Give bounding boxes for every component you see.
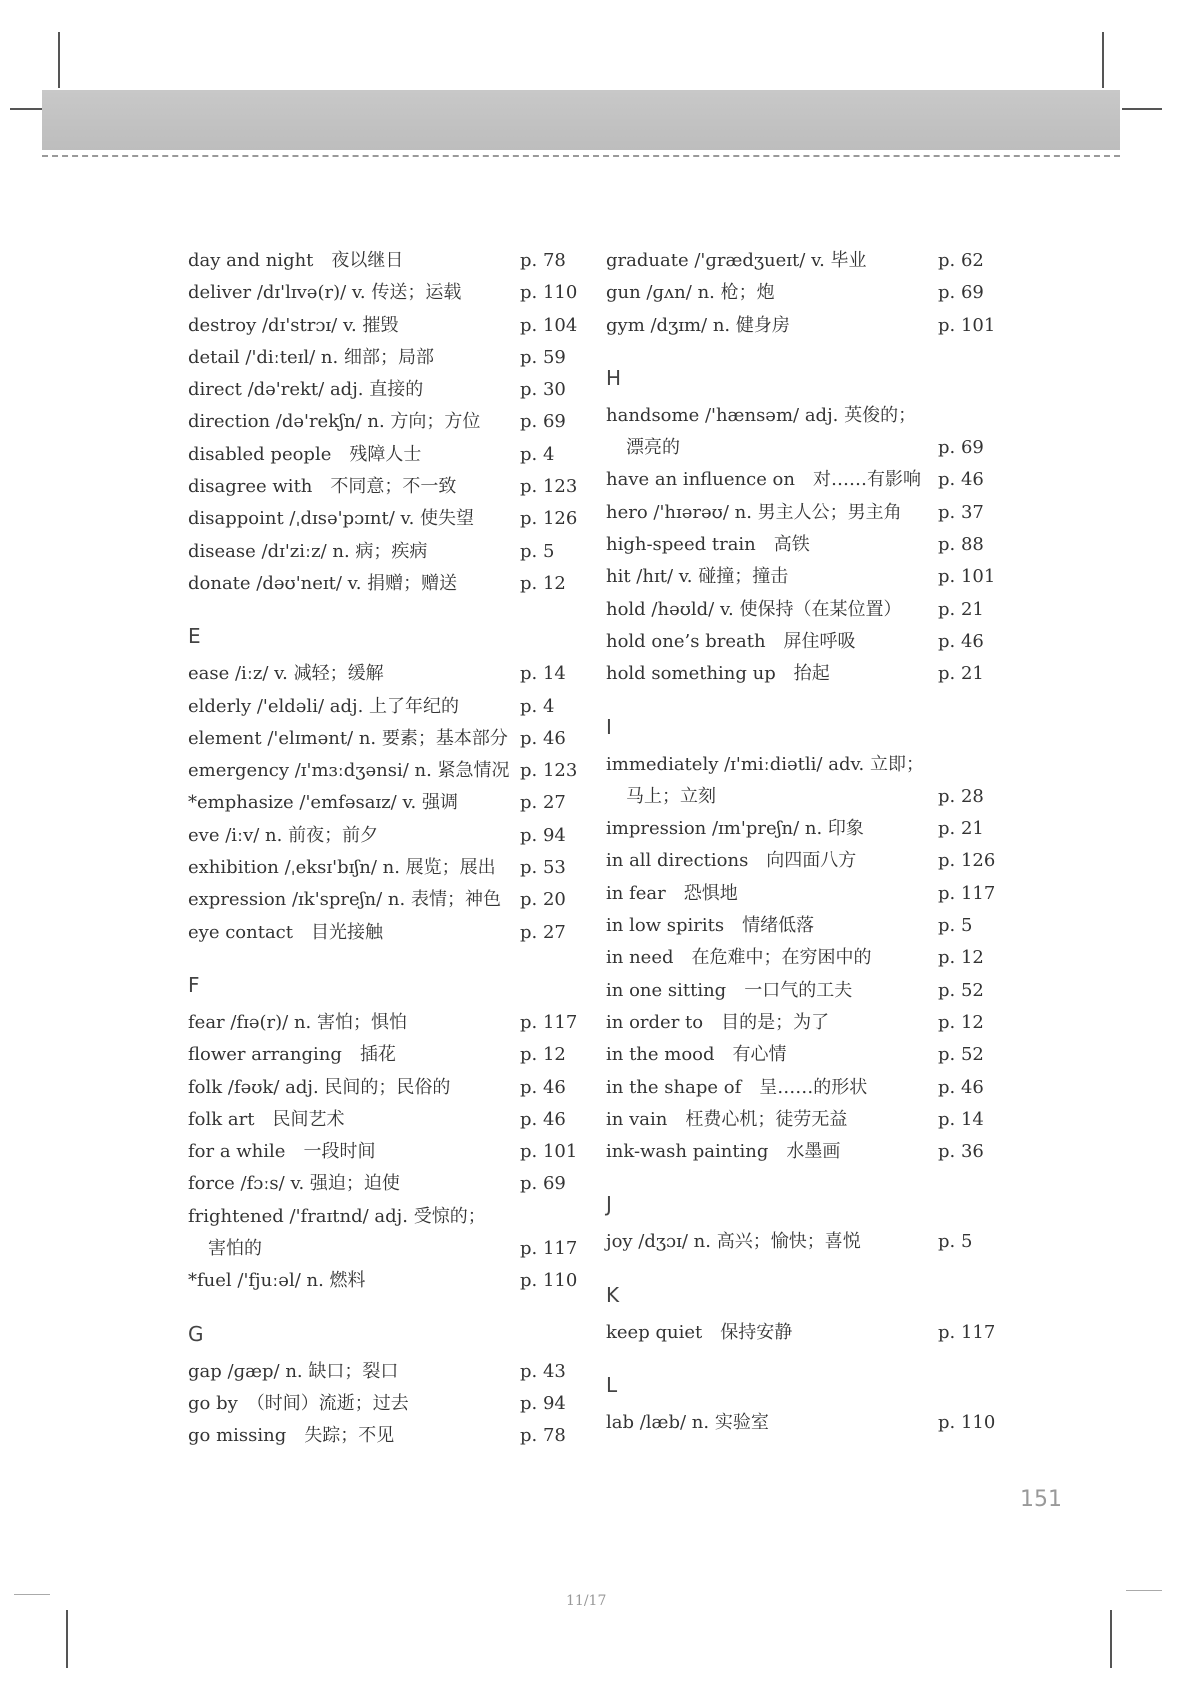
entry-text: folk /fəʊk/ adj. 民间的；民俗的	[188, 1076, 451, 1098]
entry-text: in vain 枉费心机；徒劳无益	[606, 1108, 848, 1130]
crop-mark-right-horizontal	[1122, 108, 1162, 110]
entry-page-ref: p. 52	[938, 1044, 984, 1066]
glossary-entry	[606, 658, 996, 690]
entry-page-ref: p. 46	[520, 1108, 566, 1130]
entry-page-ref: p. 101	[938, 566, 996, 588]
entry-page-ref: p. 12	[520, 1044, 566, 1066]
entry-page-ref: p. 5	[938, 1231, 973, 1253]
entry-text: go missing 失踪；不见	[188, 1425, 395, 1447]
crop-mark-bottom-left-horizontal	[14, 1594, 50, 1595]
header-band	[42, 90, 1120, 150]
entry-page-ref: p. 5	[938, 915, 973, 937]
pdf-page-counter: 11/17	[566, 1593, 607, 1609]
glossary-entry	[606, 1317, 996, 1349]
glossary-entry	[606, 1072, 996, 1104]
glossary-entry	[188, 1104, 578, 1136]
entry-page-ref: p. 104	[520, 314, 578, 336]
entry-text: hold /həʊld/ v. 使保持（在某位置）	[606, 598, 902, 620]
glossary-entry	[188, 310, 578, 342]
glossary-entry	[606, 529, 996, 561]
glossary-entry	[606, 942, 996, 974]
glossary-column-right	[606, 245, 996, 1439]
entry-text: deliver /dɪ'lɪvə(r)/ v. 传送；运载	[188, 282, 462, 304]
glossary-entry	[606, 245, 996, 277]
glossary-entry	[606, 400, 996, 465]
entry-text: flower arranging 插花	[188, 1044, 396, 1066]
glossary-entry	[606, 497, 996, 529]
entry-text: folk art 民间艺术	[188, 1108, 345, 1130]
glossary-entry	[606, 910, 996, 942]
entry-text: immediately /ɪ'miːdiətli/ adv. 立即；	[606, 753, 924, 775]
entry-text: go by （时间）流逝；过去	[188, 1392, 409, 1414]
entry-text: *emphasize /'emfəsaɪz/ v. 强调	[188, 792, 458, 814]
entry-text: force /fɔːs/ v. 强迫；迫使	[188, 1173, 400, 1195]
entry-text: detail /'diːteɪl/ n. 细部；局部	[188, 346, 434, 368]
glossary-entry	[606, 749, 996, 814]
entry-text: in need 在危难中；在穷困中的	[606, 947, 872, 969]
glossary-entry	[188, 658, 578, 690]
entry-page-ref: p. 21	[938, 818, 984, 840]
entry-text: in all directions 向四面八方	[606, 850, 857, 872]
entry-text-continued: 害怕的	[208, 1238, 262, 1260]
entry-page-ref: p. 43	[520, 1360, 566, 1382]
entry-page-ref: p. 5	[520, 540, 555, 562]
glossary-entry	[188, 691, 578, 723]
entry-page-ref: p. 53	[520, 857, 566, 879]
entry-page-ref: p. 69	[938, 282, 984, 304]
entry-page-ref: p. 101	[938, 314, 996, 336]
glossary-entry	[606, 878, 996, 910]
glossary-entry	[188, 245, 578, 277]
entry-page-ref: p. 69	[520, 1173, 566, 1195]
entry-page-ref: p. 101	[520, 1141, 578, 1163]
entry-page-ref: p. 46	[520, 1076, 566, 1098]
entry-text: hit /hɪt/ v. 碰撞；撞击	[606, 566, 789, 588]
entry-text: gym /dʒɪm/ n. 健身房	[606, 314, 790, 336]
entry-text: joy /dʒɔɪ/ n. 高兴；愉快；喜悦	[606, 1231, 861, 1253]
entry-page-ref: p. 14	[520, 663, 566, 685]
entry-text: disease /dɪ'ziːz/ n. 病；疾病	[188, 540, 428, 562]
glossary-column-left	[188, 245, 578, 1453]
entry-page-ref: p. 117	[520, 1011, 578, 1033]
entry-text: hold one’s breath 屏住呼吸	[606, 630, 856, 652]
glossary-entry	[188, 1420, 578, 1452]
entry-text: ink-wash painting 水墨画	[606, 1141, 841, 1163]
entry-text: elderly /'eldəli/ adj. 上了年纪的	[188, 695, 460, 717]
section-letter: L	[606, 1373, 618, 1398]
page-number: 151	[1020, 1487, 1062, 1512]
entry-page-ref: p. 126	[520, 508, 578, 530]
glossary-entry	[606, 1136, 996, 1168]
entry-text: emergency /ɪ'mɜːdʒənsi/ n. 紧急情况	[188, 760, 510, 782]
entry-page-ref: p. 27	[520, 921, 566, 943]
glossary-entry	[188, 1265, 578, 1297]
glossary-entry	[606, 1407, 996, 1439]
entry-page-ref: p. 21	[938, 598, 984, 620]
entry-text: element /'elɪmənt/ n. 要素；基本部分	[188, 727, 508, 749]
entry-text: direct /də'rekt/ adj. 直接的	[188, 379, 424, 401]
entry-page-ref: p. 4	[520, 443, 555, 465]
section-letter: E	[188, 624, 201, 649]
entry-page-ref: p. 110	[520, 1270, 578, 1292]
crop-mark-top-right	[1102, 32, 1104, 88]
glossary-entry	[606, 1226, 996, 1258]
entry-page-ref: p. 78	[520, 250, 566, 271]
crop-mark-bottom-right-horizontal	[1126, 1590, 1162, 1591]
entry-page-ref: p. 36	[938, 1141, 984, 1163]
glossary-entry	[188, 439, 578, 471]
entry-text: in one sitting 一口气的工夫	[606, 979, 853, 1001]
entry-page-ref: p. 27	[520, 792, 566, 814]
entry-page-ref: p. 78	[520, 1425, 566, 1447]
entry-page-ref: p. 94	[520, 824, 566, 846]
glossary-entry	[606, 813, 996, 845]
entry-page-ref: p. 110	[938, 1412, 996, 1434]
entry-page-ref: p. 52	[938, 979, 984, 1001]
entry-page-ref: p. 126	[938, 850, 996, 872]
glossary-entry	[188, 1072, 578, 1104]
entry-page-ref: p. 117	[938, 1321, 996, 1343]
entry-page-ref: p. 123	[520, 476, 578, 498]
glossary-entry	[188, 1168, 578, 1200]
entry-text: exhibition /ˌeksɪ'bɪʃn/ n. 展览；展出	[188, 857, 496, 879]
entry-page-ref: p. 20	[520, 889, 566, 911]
section-letter: G	[188, 1321, 204, 1346]
entry-page-ref: p. 69	[938, 437, 984, 459]
glossary-entry	[606, 464, 996, 496]
glossary-entry	[606, 561, 996, 593]
crop-mark-bottom-left	[66, 1610, 68, 1668]
entry-text: have an influence on 对……有影响	[606, 469, 921, 491]
entry-text: eye contact 目光接触	[188, 921, 383, 943]
entry-page-ref: p. 46	[520, 727, 566, 749]
glossary-entry	[606, 626, 996, 658]
entry-text: donate /dəʊ'neɪt/ v. 捐赠；赠送	[188, 572, 458, 594]
glossary-entry	[188, 1007, 578, 1039]
entry-page-ref: p. 59	[520, 346, 566, 368]
glossary-entry	[606, 975, 996, 1007]
glossary-entry	[606, 310, 996, 342]
glossary-entry	[188, 406, 578, 438]
entry-text: impression /ɪm'preʃn/ n. 印象	[606, 818, 864, 840]
glossary-entry	[188, 342, 578, 374]
section-letter: I	[606, 714, 612, 739]
glossary-entry	[188, 917, 578, 949]
crop-mark-bottom-right	[1110, 1610, 1112, 1668]
entry-text: gap /ɡæp/ n. 缺口；裂口	[188, 1360, 399, 1382]
glossary-entry	[188, 820, 578, 852]
entry-text: day and night 夜以继日	[188, 250, 404, 271]
entry-page-ref: p. 12	[938, 947, 984, 969]
entry-text: in low spirits 情绪低落	[606, 915, 815, 937]
glossary-entry	[188, 471, 578, 503]
entry-page-ref: p. 37	[938, 501, 984, 523]
glossary-entry	[188, 852, 578, 884]
entry-text: high-speed train 高铁	[606, 534, 810, 556]
entry-page-ref: p. 117	[520, 1238, 578, 1260]
entry-page-ref: p. 12	[938, 1011, 984, 1033]
entry-text: destroy /dɪ'strɔɪ/ v. 摧毁	[188, 314, 399, 336]
glossary-entry	[188, 723, 578, 755]
entry-text: disappoint /ˌdɪsə'pɔɪnt/ v. 使失望	[188, 508, 475, 530]
entry-text: gun /ɡʌn/ n. 枪；炮	[606, 282, 775, 304]
entry-page-ref: p. 110	[520, 282, 578, 304]
entry-text: for a while 一段时间	[188, 1141, 376, 1163]
section-letter: F	[188, 972, 200, 997]
entry-text: in fear 恐惧地	[606, 882, 738, 904]
entry-page-ref: p. 123	[520, 760, 578, 782]
glossary-entry	[188, 884, 578, 916]
entry-text: frightened /'fraɪtnd/ adj. 受惊的；	[188, 1205, 486, 1227]
entry-page-ref: p. 14	[938, 1108, 984, 1130]
entry-text: keep quiet 保持安静	[606, 1321, 793, 1343]
entry-text: *fuel /'fjuːəl/ n. 燃料	[188, 1270, 366, 1292]
glossary-entry	[188, 1136, 578, 1168]
entry-text: hold something up 抬起	[606, 663, 830, 685]
entry-page-ref: p. 30	[520, 379, 566, 401]
glossary-entry	[188, 1356, 578, 1388]
glossary-entry	[606, 1104, 996, 1136]
entry-page-ref: p. 94	[520, 1392, 566, 1414]
entry-page-ref: p. 4	[520, 695, 555, 717]
glossary-entry	[188, 1388, 578, 1420]
entry-text: disagree with 不同意；不一致	[188, 476, 457, 498]
glossary-entry	[188, 277, 578, 309]
entry-page-ref: p. 117	[938, 882, 996, 904]
entry-page-ref: p. 62	[938, 250, 984, 271]
entry-text: graduate /'ɡrædʒueɪt/ v. 毕业	[606, 250, 867, 271]
header-dashed-line	[42, 155, 1120, 157]
entry-text: expression /ɪk'spreʃn/ n. 表情；神色	[188, 889, 501, 911]
entry-text: handsome /'hænsəm/ adj. 英俊的；	[606, 404, 917, 426]
entry-text: in order to 目的是；为了	[606, 1011, 830, 1033]
entry-text: in the shape of 呈……的形状	[606, 1076, 868, 1098]
entry-text: ease /iːz/ v. 减轻；缓解	[188, 663, 384, 685]
glossary-entry	[188, 568, 578, 600]
entry-page-ref: p. 21	[938, 663, 984, 685]
entry-page-ref: p. 88	[938, 534, 984, 556]
crop-mark-top-left	[58, 32, 60, 88]
entry-page-ref: p. 46	[938, 1076, 984, 1098]
entry-page-ref: p. 12	[520, 572, 566, 594]
glossary-entry	[188, 787, 578, 819]
entry-page-ref: p. 69	[520, 411, 566, 433]
entry-text-continued: 漂亮的	[626, 437, 680, 459]
entry-text: eve /iːv/ n. 前夜；前夕	[188, 824, 379, 846]
glossary-entry	[188, 755, 578, 787]
glossary-entry	[606, 845, 996, 877]
entry-text: direction /də'rekʃn/ n. 方向；方位	[188, 411, 481, 433]
entry-text: lab /læb/ n. 实验室	[606, 1412, 769, 1434]
glossary-entry	[606, 594, 996, 626]
entry-text: disabled people 残障人士	[188, 443, 422, 465]
entry-text: in the mood 有心情	[606, 1044, 787, 1066]
section-letter: H	[606, 365, 622, 390]
glossary-entry	[188, 536, 578, 568]
entry-page-ref: p. 46	[938, 630, 984, 652]
entry-text: fear /fɪə(r)/ n. 害怕；惧怕	[188, 1011, 407, 1033]
entry-page-ref: p. 28	[938, 785, 984, 807]
entry-page-ref: p. 46	[938, 469, 984, 491]
glossary-entry	[606, 1039, 996, 1071]
glossary-entry	[188, 503, 578, 535]
entry-text-continued: 马上；立刻	[626, 785, 716, 807]
section-letter: J	[606, 1192, 612, 1217]
glossary-entry	[188, 374, 578, 406]
glossary-entry	[188, 1039, 578, 1071]
entry-text: hero /'hɪərəʊ/ n. 男主人公；男主角	[606, 501, 902, 523]
glossary-entry	[606, 277, 996, 309]
glossary-entry	[606, 1007, 996, 1039]
glossary-entry	[188, 1201, 578, 1266]
section-letter: K	[606, 1282, 620, 1307]
